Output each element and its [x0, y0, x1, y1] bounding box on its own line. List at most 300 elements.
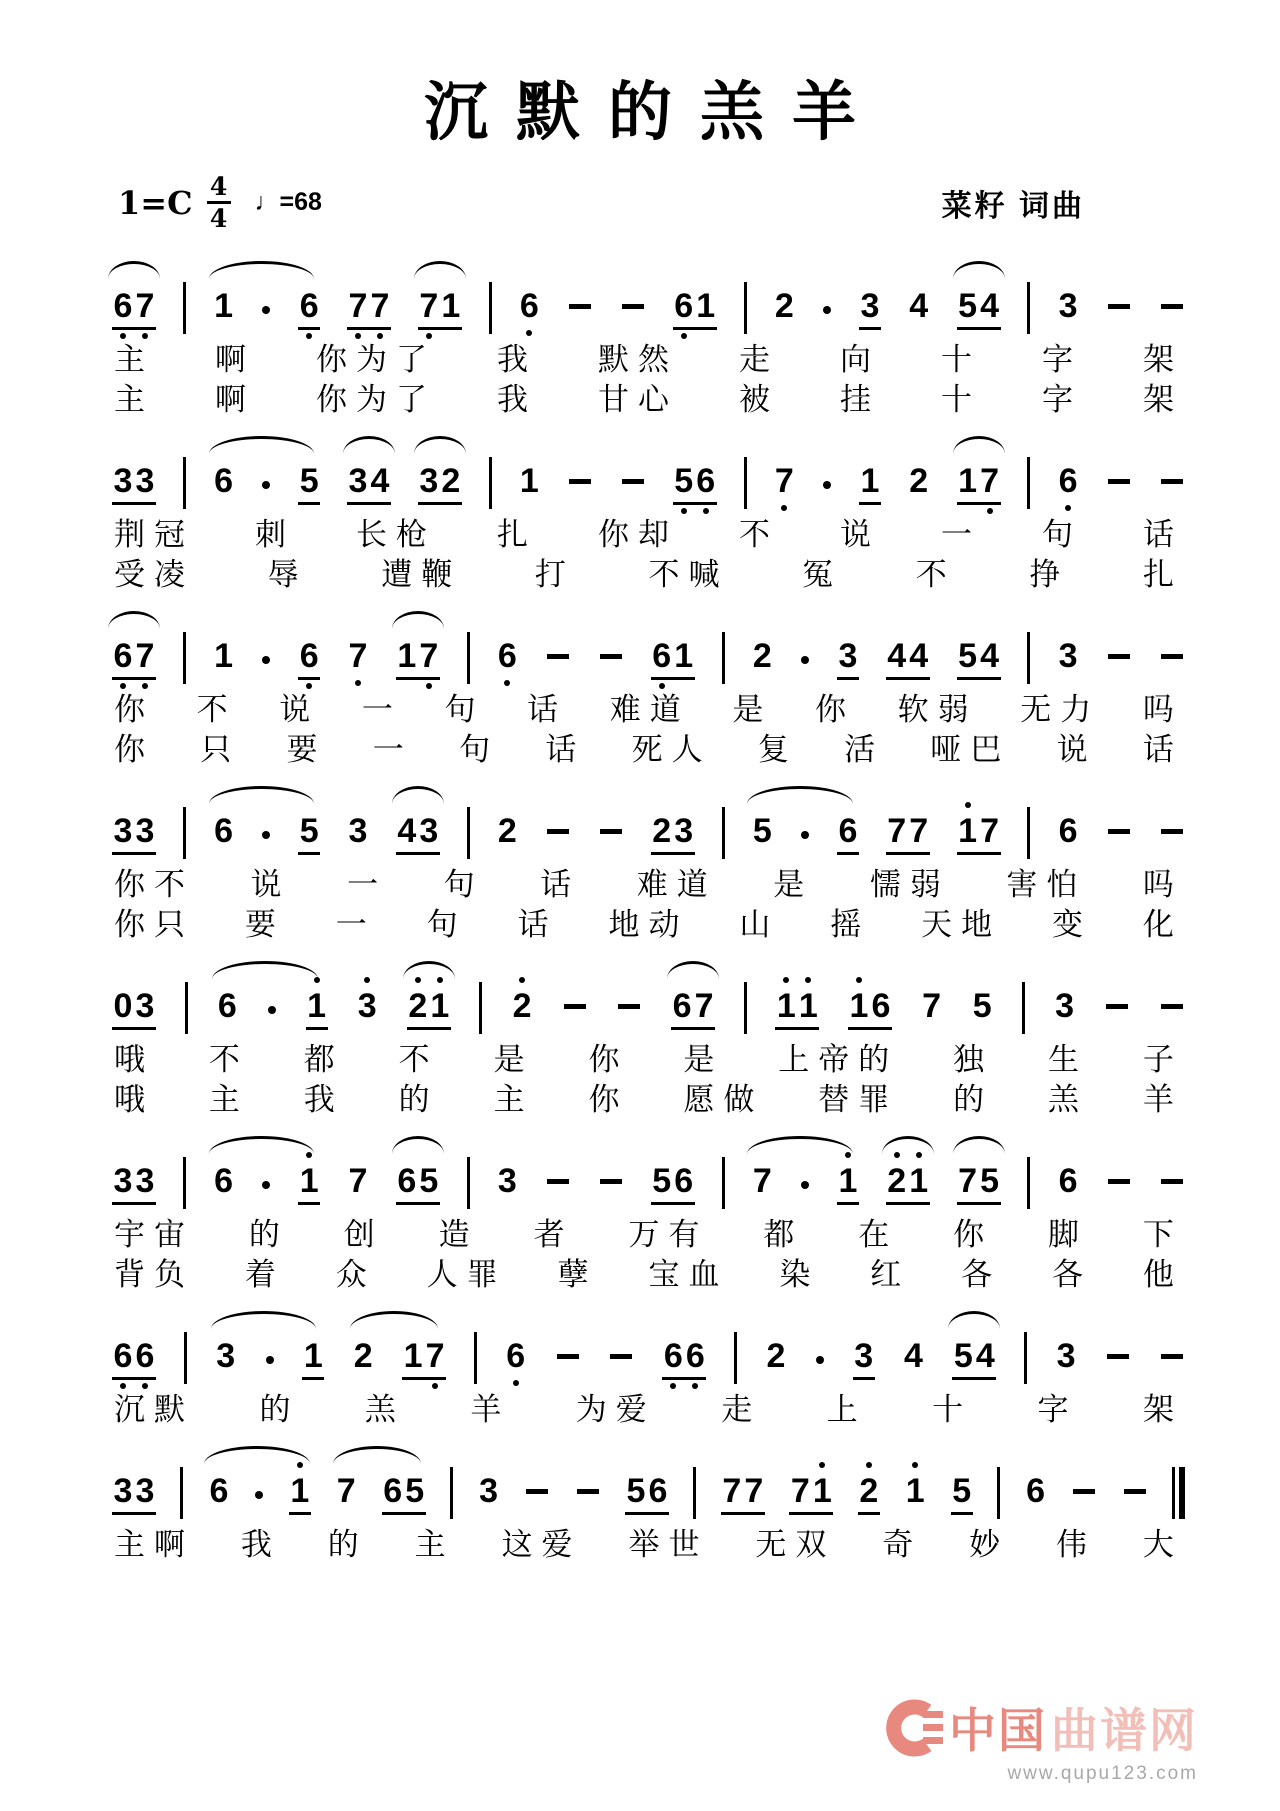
lyric-row-1: [112, 691, 1185, 728]
duration-dash: [524, 1459, 550, 1523]
lyric-syllable: 不: [208, 1042, 249, 1078]
lyric-row-2: [112, 731, 1185, 768]
octave-dot-below: [513, 1380, 519, 1386]
system-1: [112, 257, 1185, 418]
lyric-syllable: 染: [779, 1257, 820, 1293]
octave-dot-below: [306, 683, 312, 689]
lyric-syllable: 各: [1052, 1257, 1093, 1293]
note: 5 6: [625, 1459, 669, 1523]
lyric-row-2: [112, 1256, 1185, 1293]
lyric-syllable: 遭鞭: [381, 557, 462, 593]
octave-dot-below: [659, 683, 665, 689]
lyric-syllable: 都: [763, 1217, 804, 1253]
note: 3 4: [347, 449, 391, 513]
lyric-syllable: 啊: [215, 342, 255, 378]
lyric-syllable: 只: [200, 732, 241, 768]
system-6: [112, 1132, 1185, 1293]
octave-dot-below: [426, 333, 432, 339]
lyric-syllable: 我: [303, 1082, 344, 1118]
lyric-syllable: 他: [1142, 1257, 1183, 1293]
lyric-syllable: 替罪: [818, 1082, 899, 1118]
lyric-syllable: 吗: [1142, 867, 1183, 903]
note: 6: [1058, 812, 1078, 851]
slur-arc: [403, 961, 455, 979]
lyric-syllable: 着: [244, 1257, 285, 1293]
note: 3 3: [112, 1459, 156, 1523]
lyric-row-1: [112, 341, 1185, 378]
barline: [722, 624, 725, 688]
duration-dash: [545, 1149, 571, 1213]
system-2: [112, 432, 1185, 593]
lyric-syllable: 软弱: [897, 692, 978, 728]
note: 7 1: [418, 274, 462, 338]
lyric-syllable: 害怕: [1006, 867, 1087, 903]
lyric-syllable: 我: [497, 342, 537, 378]
duration-dash: [1159, 1149, 1185, 1213]
barline: [722, 1149, 725, 1213]
octave-dot-below: [670, 1383, 676, 1389]
note: 1 7: [402, 1324, 446, 1388]
lyric-syllable: 举世: [628, 1527, 709, 1563]
lyric-syllable: 我: [240, 1527, 281, 1563]
lyric-row-2: [112, 381, 1185, 418]
note: 4: [904, 1337, 923, 1376]
watermark-url: www.qupu123.com: [1007, 1763, 1198, 1784]
lyric-syllable: 化: [1142, 907, 1183, 943]
duration-dot: [815, 1324, 825, 1388]
barline: [467, 624, 470, 688]
barline: [467, 799, 470, 863]
octave-dot-above: [866, 1462, 872, 1468]
note: 1: [519, 462, 539, 501]
lyric-syllable: 子: [1142, 1042, 1183, 1078]
lyric-row-1: [112, 1041, 1185, 1078]
lyric-syllable: 羊: [1142, 1082, 1183, 1118]
lyric-syllable: 哑巴: [930, 732, 1011, 768]
duration-dash: [608, 1324, 634, 1388]
lyric-syllable: 哦: [114, 1082, 154, 1118]
lyric-syllable: 架: [1142, 1392, 1183, 1428]
duration-dot: [261, 799, 271, 863]
lyric-syllable: 不: [398, 1042, 439, 1078]
slur-arc: [343, 436, 395, 454]
system-4: [112, 782, 1185, 943]
barline: [184, 1324, 187, 1388]
lyric-syllable: 长枪: [356, 517, 436, 553]
lyric-syllable: 字: [1042, 382, 1082, 418]
system-7: [112, 1307, 1185, 1428]
lyric-syllable: 是: [732, 692, 773, 728]
slur-arc: [108, 261, 160, 279]
note: 2: [511, 974, 533, 1038]
lyric-syllable: 句: [426, 907, 467, 943]
slur-arc: [392, 611, 444, 629]
duration-dash: [562, 974, 588, 1038]
lyric-syllable: 向: [840, 342, 880, 378]
lyric-syllable: 创: [343, 1217, 384, 1253]
note: 6 7: [112, 624, 156, 688]
lyric-syllable: 受凌: [114, 557, 194, 593]
lyric-syllable: 话: [527, 692, 568, 728]
lyric-syllable: 无双: [755, 1527, 836, 1563]
lyric-syllable: 天地: [921, 907, 1002, 943]
barline: [744, 274, 747, 338]
lyric-syllable: 挣: [1029, 557, 1070, 593]
duration-dot: [267, 974, 277, 1038]
lyric-syllable: 懦弱: [869, 867, 950, 903]
barline: [450, 1459, 453, 1523]
note: 6: [298, 274, 320, 338]
key-time-tempo: [118, 172, 322, 234]
duration-dash: [1159, 799, 1185, 863]
barline: [744, 974, 747, 1038]
note: 6: [505, 1324, 527, 1388]
duration-dash: [616, 974, 642, 1038]
lyric-syllable: 生: [1048, 1042, 1089, 1078]
octave-dot-below: [432, 1383, 438, 1389]
octave-dot-below: [703, 508, 709, 514]
octave-dot-below: [142, 333, 148, 339]
lyric-syllable: 万有: [628, 1217, 709, 1253]
octave-dot-below: [120, 683, 126, 689]
qupu-site-logo-icon: [883, 1697, 945, 1759]
duration-dash: [1106, 274, 1132, 338]
note: 5 6: [673, 449, 717, 513]
note: 6: [496, 624, 518, 688]
note: 3: [859, 274, 881, 338]
note: 5 4: [957, 624, 1001, 688]
lyric-syllable: 你不: [114, 867, 194, 903]
slur-arc: [212, 961, 318, 979]
duration-dash: [1159, 974, 1185, 1038]
song-title: 沉默的羔羊: [424, 75, 884, 150]
lyric-syllable: 辱: [267, 557, 308, 593]
note: 2: [909, 462, 929, 501]
duration-dash: [1159, 449, 1185, 513]
duration-dash: [1071, 1459, 1097, 1523]
lyric-row-1: [112, 1526, 1185, 1563]
note: 4 3: [396, 799, 440, 863]
lyric-syllable: 脚: [1048, 1217, 1089, 1253]
note: 1 7: [957, 449, 1001, 513]
barline: [1027, 449, 1030, 513]
lyric-syllable: 话: [517, 907, 558, 943]
octave-dot-above: [856, 977, 862, 983]
note: 3 3: [112, 799, 156, 863]
duration-dot: [822, 449, 832, 513]
octave-dot-below: [306, 333, 312, 339]
lyric-syllable: 伟: [1056, 1527, 1097, 1563]
lyric-syllable: 十: [941, 382, 981, 418]
lyric-syllable: 十: [932, 1392, 973, 1428]
lyric-syllable: 独: [953, 1042, 994, 1078]
note: 3: [1058, 287, 1078, 326]
note-row: [112, 257, 1185, 338]
composer-credit: 菜籽 词曲: [941, 189, 1085, 223]
octave-dot-below: [120, 1383, 126, 1389]
note: 4 4: [886, 624, 930, 688]
duration-dash: [1159, 274, 1185, 338]
note: 2 1: [886, 1149, 930, 1213]
note: 3 2: [418, 449, 462, 513]
lyric-syllable: 红: [870, 1257, 911, 1293]
lyric-syllable: 要: [244, 907, 285, 943]
final-barline: [1172, 1459, 1185, 1523]
duration-dot: [265, 1324, 275, 1388]
duration-dash: [567, 274, 593, 338]
octave-dot-below: [1065, 505, 1071, 511]
lyric-syllable: 荆冠: [114, 517, 194, 553]
note: 6: [1057, 449, 1079, 513]
note: 2: [766, 1337, 786, 1376]
duration-dash: [598, 624, 624, 688]
lyric-syllable: 你为了: [316, 342, 436, 378]
slur-arc: [414, 261, 466, 279]
note: 6: [837, 799, 859, 863]
lyric-syllable: 为爱: [575, 1392, 656, 1428]
slur-arc: [414, 436, 466, 454]
note: 3: [1055, 987, 1074, 1026]
lyric-syllable: 造: [438, 1217, 479, 1253]
note: 1: [302, 1324, 324, 1388]
note: 1 7: [396, 624, 440, 688]
lyric-syllable: 主: [493, 1082, 534, 1118]
note: 1: [306, 974, 328, 1038]
lyric-syllable: 话: [1143, 517, 1183, 553]
note: 3 3: [112, 1149, 156, 1213]
note: 6: [298, 624, 320, 688]
octave-dot-below: [377, 333, 383, 339]
note: 7: [751, 1149, 773, 1213]
note: 1: [859, 449, 881, 513]
lyric-syllable: 是: [773, 867, 814, 903]
octave-dot-above: [314, 977, 320, 983]
lyric-syllable: 打: [534, 557, 575, 593]
duration-dash: [575, 1459, 601, 1523]
barline: [1027, 624, 1030, 688]
barline: [183, 624, 186, 688]
barline: [744, 449, 747, 513]
note-row: [112, 1132, 1185, 1213]
duration-dot: [800, 799, 810, 863]
system-8: [112, 1442, 1185, 1563]
lyric-syllable: 话: [545, 732, 586, 768]
lyric-row-1: [112, 1391, 1185, 1428]
system-5: [112, 957, 1185, 1118]
duration-dash: [555, 1324, 581, 1388]
duration-dash: [1159, 1324, 1185, 1388]
score-meta-row: [118, 172, 1085, 234]
note: 2: [774, 287, 794, 326]
note: 5: [972, 987, 992, 1026]
lyric-syllable: 不: [915, 557, 956, 593]
barline: [1022, 974, 1025, 1038]
duration-dash: [545, 799, 571, 863]
lyric-syllable: 被: [739, 382, 779, 418]
octave-dot-above: [965, 802, 971, 808]
duration-dash: [545, 624, 571, 688]
note: 1: [837, 1149, 859, 1213]
time-signature: [207, 172, 231, 234]
octave-dot-below: [355, 333, 361, 339]
barline: [474, 1324, 477, 1388]
lyric-syllable: 句: [1042, 517, 1082, 553]
lyric-syllable: 复: [757, 732, 798, 768]
duration-dash: [1105, 1324, 1131, 1388]
octave-dot-below: [142, 683, 148, 689]
lyric-syllable: 说: [840, 517, 880, 553]
lyric-syllable: 甘心: [598, 382, 678, 418]
note: 2: [858, 1459, 880, 1523]
note: 7: [347, 624, 369, 688]
duration-dot: [261, 449, 271, 513]
lyric-syllable: 妙: [969, 1527, 1010, 1563]
slur-arc: [882, 1136, 934, 1154]
octave-dot-above: [819, 1462, 825, 1468]
note: 3: [1056, 1337, 1076, 1376]
lyric-syllable: 一: [941, 517, 981, 553]
lyric-syllable: 摇: [830, 907, 871, 943]
barline: [183, 449, 186, 513]
barline: [693, 1459, 696, 1523]
lyric-syllable: 一: [361, 692, 402, 728]
note: 3: [853, 1324, 875, 1388]
lyric-syllable: 你只: [114, 907, 194, 943]
note: 7 7: [721, 1459, 765, 1523]
lyric-syllable: 说: [279, 692, 320, 728]
lyric-syllable: 走: [739, 342, 779, 378]
slur-arc: [211, 1311, 317, 1329]
note: 2 1: [407, 974, 451, 1038]
lyric-syllable: 一: [335, 907, 376, 943]
note: 1: [214, 637, 234, 676]
note: 7: [348, 1162, 368, 1201]
note: 3: [837, 624, 859, 688]
lyric-syllable: 者: [533, 1217, 574, 1253]
lyric-syllable: 刺: [255, 517, 295, 553]
octave-dot-below: [355, 680, 361, 686]
note: 7 1: [789, 1459, 833, 1523]
lyric-syllable: 的: [327, 1527, 368, 1563]
lyric-syllable: 扎: [497, 517, 537, 553]
slur-arc: [392, 1136, 444, 1154]
barline: [1027, 799, 1030, 863]
octave-dot-below: [120, 333, 126, 339]
lyric-syllable: 扎: [1143, 557, 1183, 593]
lyric-syllable: 上帝的: [778, 1042, 899, 1078]
watermark-site-name-primary: 中国: [949, 1704, 1047, 1757]
lyric-syllable: 话: [540, 867, 581, 903]
lyric-syllable: 你却: [598, 517, 678, 553]
note: 6: [216, 974, 238, 1038]
lyric-row-1: [112, 866, 1185, 903]
slur-arc: [667, 961, 719, 979]
duration-dot: [800, 1149, 810, 1213]
lyric-syllable: 字: [1042, 342, 1082, 378]
lyric-syllable: 的: [398, 1082, 439, 1118]
lyric-syllable: 字: [1037, 1392, 1078, 1428]
note-row: [112, 782, 1185, 863]
note: 3: [356, 974, 378, 1038]
watermark-site-name-secondary: 曲谱网: [1051, 1704, 1198, 1757]
lyric-syllable: 冤: [802, 557, 843, 593]
lyric-syllable: 架: [1143, 342, 1183, 378]
note: 6 7: [112, 274, 156, 338]
score: [112, 257, 1185, 1563]
lyric-syllable: 你: [953, 1217, 994, 1253]
note: 6: [1026, 1472, 1046, 1511]
lyric-syllable: 宇宙: [114, 1217, 194, 1253]
duration-dash: [598, 799, 624, 863]
lyric-syllable: 的: [248, 1217, 289, 1253]
lyric-syllable: 在: [858, 1217, 899, 1253]
slur-arc: [953, 261, 1005, 279]
duration-dot: [261, 1149, 271, 1213]
duration-dash: [598, 1149, 624, 1213]
lyric-syllable: 上: [826, 1392, 867, 1428]
note-row: [112, 957, 1185, 1038]
octave-dot-below: [987, 508, 993, 514]
lyric-syllable: 你为了: [316, 382, 436, 418]
barline: [183, 1149, 186, 1213]
octave-dot-above: [783, 977, 789, 983]
lyric-syllable: 不喊: [648, 557, 729, 593]
lyric-syllable: 主啊: [114, 1527, 194, 1563]
system-3: [112, 607, 1185, 768]
lyric-syllable: 一: [372, 732, 413, 768]
lyric-syllable: 各: [961, 1257, 1002, 1293]
lyric-syllable: 句: [444, 692, 485, 728]
note: 4: [909, 287, 929, 326]
slur-arc: [953, 436, 1005, 454]
lyric-syllable: 的: [259, 1392, 300, 1428]
lyric-syllable: 无力: [1020, 692, 1101, 728]
lyric-syllable: 大: [1142, 1527, 1183, 1563]
note: 2: [752, 637, 772, 676]
octave-dot-above: [364, 977, 370, 983]
note: 6: [1058, 1162, 1078, 1201]
note: 6: [208, 1459, 230, 1523]
note-row: [112, 1442, 1185, 1523]
barline: [489, 449, 492, 513]
note: 3: [348, 812, 368, 851]
slur-arc: [108, 611, 160, 629]
barline: [479, 974, 482, 1038]
lyric-syllable: 难道: [609, 692, 690, 728]
duration-dot: [261, 624, 271, 688]
note-row: [112, 432, 1185, 513]
lyric-syllable: 话: [1142, 732, 1183, 768]
lyric-syllable: 架: [1143, 382, 1183, 418]
lyric-syllable: 主: [208, 1082, 249, 1118]
note: 3: [1058, 637, 1078, 676]
lyric-syllable: 主: [114, 342, 154, 378]
octave-dot-below: [504, 680, 510, 686]
octave-dot-below: [681, 333, 687, 339]
slur-arc: [948, 1311, 1000, 1329]
lyric-row-1: [112, 516, 1185, 553]
octave-dot-below: [526, 330, 532, 336]
note: 5: [298, 799, 320, 863]
lyric-syllable: 宝血: [648, 1257, 729, 1293]
lyric-syllable: 难道: [636, 867, 717, 903]
octave-dot-above: [845, 1152, 851, 1158]
lyric-syllable: 你: [114, 732, 154, 768]
duration-dash: [620, 274, 646, 338]
lyric-syllable: 羊: [470, 1392, 511, 1428]
octave-dot-below: [692, 1383, 698, 1389]
note: 1: [213, 274, 235, 338]
